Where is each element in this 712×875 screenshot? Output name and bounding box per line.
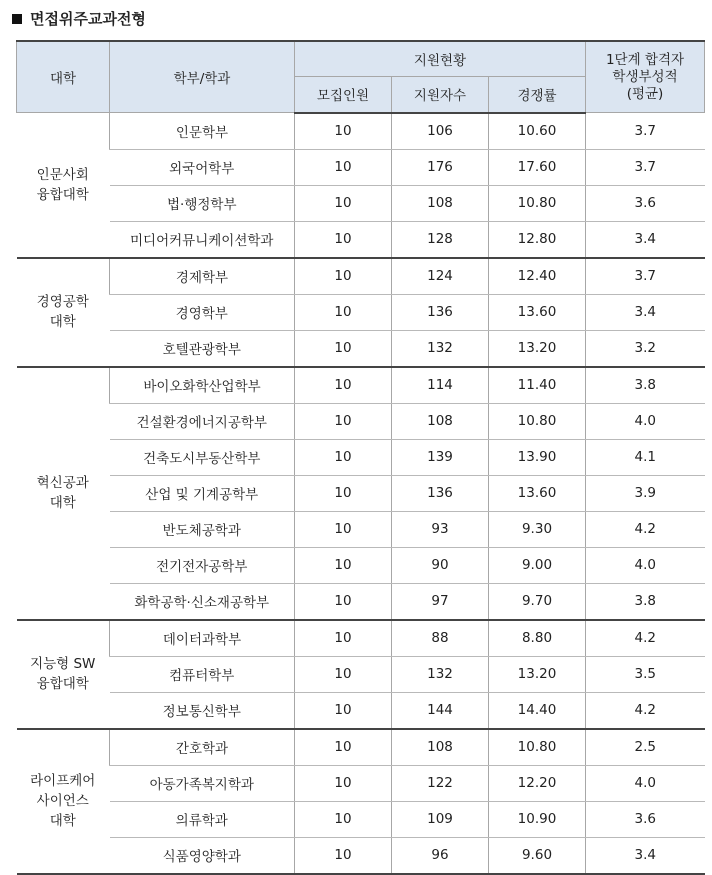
table-row [17,765,705,801]
quota-cell: 10 [295,475,392,511]
gpa-cell: 3.2 [586,330,705,367]
gpa-cell: 4.2 [586,620,705,657]
ratio-cell: 13.20 [489,656,586,692]
college-cell [17,620,110,729]
dept-cell: 식품영양학과 [110,837,295,874]
quota-cell: 10 [295,729,392,766]
dept-cell: 전기전자공학부 [110,547,295,583]
applicants-cell: 114 [392,367,489,404]
table-row [17,439,705,475]
applicants-cell: 144 [392,692,489,729]
dept-cell: 외국어학부 [110,149,295,185]
header-ratio: 경쟁률 [489,77,586,113]
applicants-cell: 176 [392,149,489,185]
quota-cell: 10 [295,656,392,692]
college-name-line: 대학 [49,813,76,829]
applicants-cell: 109 [392,801,489,837]
ratio-cell: 12.80 [489,221,586,258]
college-cell [17,367,110,620]
dept-cell: 인문학부 [110,113,295,150]
dept-cell: 건설환경에너지공학부 [110,403,295,439]
quota-cell: 10 [295,620,392,657]
table-row [17,221,705,258]
table-row [17,185,705,221]
applicants-cell: 136 [392,294,489,330]
applicants-cell: 106 [392,113,489,150]
quota-cell: 10 [295,801,392,837]
table-row [17,149,705,185]
gpa-cell: 3.7 [586,113,705,150]
table-row [17,367,705,404]
header-dept: 학부/학과 [110,41,295,113]
table-body [17,113,705,874]
table-row [17,330,705,367]
table-row [17,729,705,766]
dept-cell: 바이오화학산업학부 [110,367,295,404]
table-row [17,801,705,837]
ratio-cell: 9.30 [489,511,586,547]
applicants-cell: 108 [392,185,489,221]
ratio-cell: 10.60 [489,113,586,150]
table-row [17,113,705,150]
applicants-cell: 124 [392,258,489,295]
dept-cell: 정보통신학부 [110,692,295,729]
dept-cell: 경제학부 [110,258,295,295]
gpa-cell: 2.5 [586,729,705,766]
table-row [17,258,705,295]
quota-cell: 10 [295,692,392,729]
applicants-cell: 93 [392,511,489,547]
square-bullet-icon [12,14,22,24]
college-name-line: 사이언스 [36,793,89,809]
gpa-cell: 3.7 [586,149,705,185]
college-name-line: 지능형 SW [30,656,96,672]
header-apply-status: 지원현황 [295,41,586,77]
gpa-cell: 3.8 [586,367,705,404]
gpa-cell: 3.6 [586,801,705,837]
college-name-line: 인문사회 [36,166,89,183]
applicants-cell: 96 [392,837,489,874]
college-name-line: 대학 [49,314,76,330]
gpa-cell: 4.0 [586,547,705,583]
table-row [17,837,705,874]
gpa-cell: 3.5 [586,656,705,692]
gpa-cell: 4.0 [586,765,705,801]
dept-cell: 건축도시부동산학부 [110,439,295,475]
gpa-cell: 3.6 [586,185,705,221]
ratio-cell: 10.80 [489,729,586,766]
admission-results-table [16,40,705,875]
ratio-cell: 13.60 [489,294,586,330]
quota-cell: 10 [295,837,392,874]
gpa-cell: 4.1 [586,439,705,475]
quota-cell: 10 [295,221,392,258]
applicants-cell: 97 [392,583,489,620]
section-title [12,8,146,29]
college-name-line: 라이프케어 [30,773,96,789]
dept-cell: 컴퓨터학부 [110,656,295,692]
applicants-cell: 132 [392,656,489,692]
applicants-cell: 108 [392,403,489,439]
header-applicants: 지원자수 [392,77,489,113]
gpa-cell: 4.2 [586,511,705,547]
dept-cell: 화학공학·신소재공학부 [110,583,295,620]
ratio-cell: 13.20 [489,330,586,367]
ratio-cell: 12.40 [489,258,586,295]
dept-cell: 미디어커뮤니케이션학과 [110,221,295,258]
header-college: 대학 [17,41,110,113]
ratio-cell: 14.40 [489,692,586,729]
college-name-line: 경영공학 [36,294,89,310]
ratio-cell: 17.60 [489,149,586,185]
gpa-cell: 3.4 [586,221,705,258]
table-row [17,547,705,583]
ratio-cell: 12.20 [489,765,586,801]
ratio-cell: 9.60 [489,837,586,874]
ratio-cell: 8.80 [489,620,586,657]
gpa-cell: 4.2 [586,692,705,729]
applicants-cell: 122 [392,765,489,801]
gpa-cell: 3.7 [586,258,705,295]
applicants-cell: 139 [392,439,489,475]
quota-cell: 10 [295,403,392,439]
college-name-line: 융합대학 [36,676,89,692]
ratio-cell: 13.90 [489,439,586,475]
college-cell [17,729,110,874]
applicants-cell: 136 [392,475,489,511]
ratio-cell: 13.60 [489,475,586,511]
gpa-cell: 3.4 [586,294,705,330]
ratio-cell: 10.80 [489,185,586,221]
dept-cell: 호텔관광학부 [110,330,295,367]
applicants-cell: 108 [392,729,489,766]
gpa-cell: 3.8 [586,583,705,620]
applicants-cell: 88 [392,620,489,657]
quota-cell: 10 [295,113,392,150]
quota-cell: 10 [295,149,392,185]
quota-cell: 10 [295,511,392,547]
table-row [17,475,705,511]
quota-cell: 10 [295,765,392,801]
dept-cell: 법·행정학부 [110,185,295,221]
college-cell [17,258,110,367]
section-title-text: 면접위주교과전형 [30,10,146,28]
quota-cell: 10 [295,439,392,475]
table-row [17,511,705,547]
applicants-cell: 90 [392,547,489,583]
dept-cell: 데이터과학부 [110,620,295,657]
table-row [17,403,705,439]
quota-cell: 10 [295,258,392,295]
table-row [17,656,705,692]
dept-cell: 의류학과 [110,801,295,837]
quota-cell: 10 [295,294,392,330]
dept-cell: 산업 및 기계공학부 [110,475,295,511]
applicants-cell: 132 [392,330,489,367]
quota-cell: 10 [295,583,392,620]
ratio-cell: 10.90 [489,801,586,837]
header-gpa-line3: (평균) [626,85,664,102]
gpa-cell: 3.9 [586,475,705,511]
ratio-cell: 9.00 [489,547,586,583]
quota-cell: 10 [295,367,392,404]
quota-cell: 10 [295,547,392,583]
applicants-cell: 128 [392,221,489,258]
college-name-line: 혁신공과 [36,475,89,491]
table-row [17,692,705,729]
table-row [17,583,705,620]
dept-cell: 경영학부 [110,294,295,330]
table-row [17,294,705,330]
quota-cell: 10 [295,330,392,367]
ratio-cell: 11.40 [489,367,586,404]
dept-cell: 아동가족복지학과 [110,765,295,801]
gpa-cell: 4.0 [586,403,705,439]
college-name-line: 대학 [49,495,76,511]
header-gpa-line2: 학생부성적 [612,68,678,85]
college-cell [17,113,110,258]
dept-cell: 간호학과 [110,729,295,766]
header-gpa [586,41,705,113]
header-quota: 모집인원 [295,77,392,113]
header-gpa-line1: 1단계 합격자 [605,51,685,68]
gpa-cell: 3.4 [586,837,705,874]
college-name-line: 융합대학 [36,186,89,203]
ratio-cell: 9.70 [489,583,586,620]
ratio-cell: 10.80 [489,403,586,439]
dept-cell: 반도체공학과 [110,511,295,547]
quota-cell: 10 [295,185,392,221]
table-row [17,620,705,657]
